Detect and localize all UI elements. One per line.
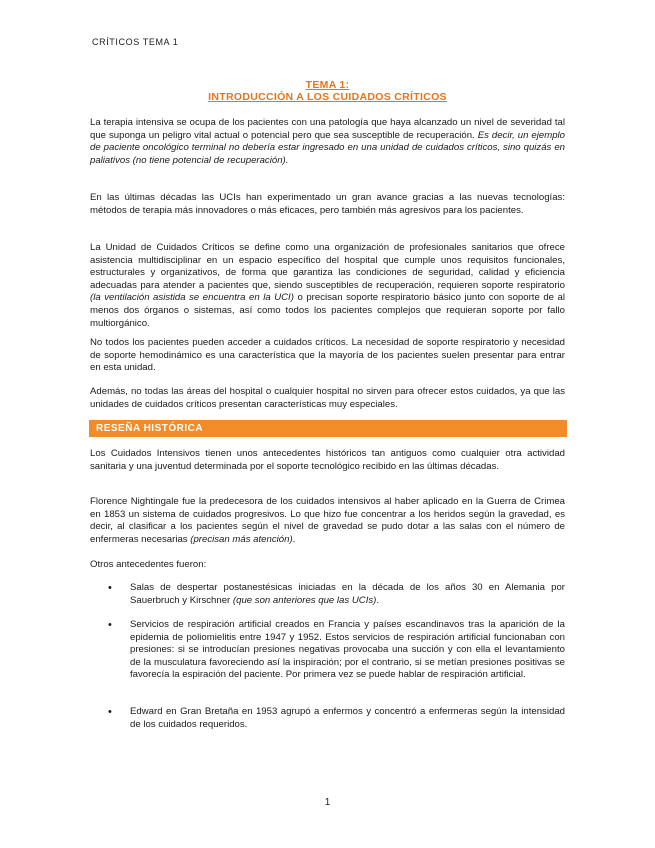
list-item (108, 582, 565, 607)
paragraph-access: No todos los pacientes pueden acceder a cuidados críticos. La necesidad de soporte respiratorio y necesidad de soporte hemodinámico es una característica que la mayoría de los pacientes suelen presentar para entrar en esta unidad. (90, 337, 565, 374)
paragraph-areas: Además, no todas las áreas del hospital o cualquier hospital no sirven para ofrecer estos cuidados, ya que las unidades de cuidados críticos presentan características muy especiales. (90, 386, 565, 410)
title-line-2: INTRODUCCIÓN A LOS CUIDADOS CRÍTICOS (208, 91, 447, 103)
definition-note: (la ventilación asistida se encuentra en la UCI) (90, 292, 294, 304)
section-heading-bar (89, 420, 567, 437)
paragraph-ucis-advance: En las últimas décadas las UCIs han experimentado un gran avance gracias a las nuevas tecnologías: métodos de terapia más innovadores o más eficaces, pero también más agresivos para los pacientes. (90, 192, 565, 216)
paragraph-nightingale (90, 496, 565, 546)
nightingale-end: . (292, 533, 296, 545)
antecedents-list (108, 619, 565, 682)
nightingale-text: Florence Nightingale fue la predecesora de los cuidados intensivos al haber aplicado en la Guerra de Crimea en 1853 un sistema de cuidados progresivos. Lo que hizo fue concentrar a los heridos según la gravedad, es decir, al clasificar a los pacientes según el nivel de gravedad se pudo dotar a las salas con el número de enfermeras necesarias (90, 496, 565, 545)
page-number: 1 (324, 797, 331, 808)
bullet-2-text: Servicios de respiración artificial creados en Francia y países escandinavos tras la aparición de la epidemia de poliomielitis entre 1947 y 1952. Estos servicios de respiración artificial funcionaban con presiones: si se introducían presiones negativas provocaba una succión y con ella el levantamiento de la musculatura favoreciendo así la inspiración; por el contrario, si se metían presiones positivas se favorecía la espiración del paciente. Por primera vez se puede hablar de respiración artificial. (130, 619, 565, 681)
paragraph-intro-example: Es decir, un ejemplo de paciente oncológico terminal no debería estar ingresado en una unidad de cuidados críticos, sino quizás en paliativos (no tiene potencial de recuperación). (90, 129, 565, 166)
list-item (108, 619, 565, 682)
running-header: CRÍTICOS TEMA 1 (92, 37, 179, 47)
antecedents-list (108, 706, 565, 731)
document-title (90, 79, 565, 103)
paragraph-intro-text: La terapia intensiva se ocupa de los pacientes con una patología que haya alcanzado un nivel de severidad tal que suponga un peligro vital actual o potencial pero que sea susceptible de recuperación. (90, 117, 565, 141)
nightingale-note: (precisan más atención) (190, 533, 293, 545)
paragraph-history-intro: Los Cuidados Intensivos tienen unos antecedentes históricos tan antiguos como cualquier otra actividad sanitaria y una juventud determinada por el soporte tecnológico recibido en las últimas décadas. (90, 448, 565, 472)
antecedents-list (108, 582, 565, 607)
bullet-1-end: . (376, 594, 380, 606)
definition-text-b: o precisan soporte respiratorio básico junto con soporte de al menos dos órganos o sistemas, así como todos los pacientes complejos que requieran soporte por fallo multiorgánico. (90, 292, 566, 329)
list-item (108, 706, 565, 731)
section-heading: RESEÑA HISTÓRICA (96, 423, 204, 434)
paragraph-other-antecedents: Otros antecedentes fueron: (90, 559, 207, 570)
bullet-3-text: Edward en Gran Bretaña en 1953 agrupó a enfermos y concentró a enfermeras según la intensidad de los cuidados requeridos. (130, 706, 565, 730)
paragraph-intro (90, 117, 565, 167)
definition-text-a: La Unidad de Cuidados Críticos se define como una organización de profesionales sanitarios que ofrece asistencia multidisciplinar en un espacio específico del hospital que cumple unos requisitos funcionales, estructurales y organizativos, de forma que garantiza las condiciones de seguridad, calidad y eficiencia adecuadas para atender a pacientes que, siendo susceptibles de recuperación, requieren soporte respiratorio (90, 242, 565, 291)
bullet-1-note: (que son anteriores que las UCIs) (232, 594, 377, 606)
paragraph-definition (90, 242, 565, 330)
bullet-1-text: Salas de despertar postanestésicas iniciadas en la década de los años 30 en Alemania por Sauerbruch y Kirschner (130, 582, 565, 606)
title-line-1: TEMA 1: (305, 79, 350, 91)
